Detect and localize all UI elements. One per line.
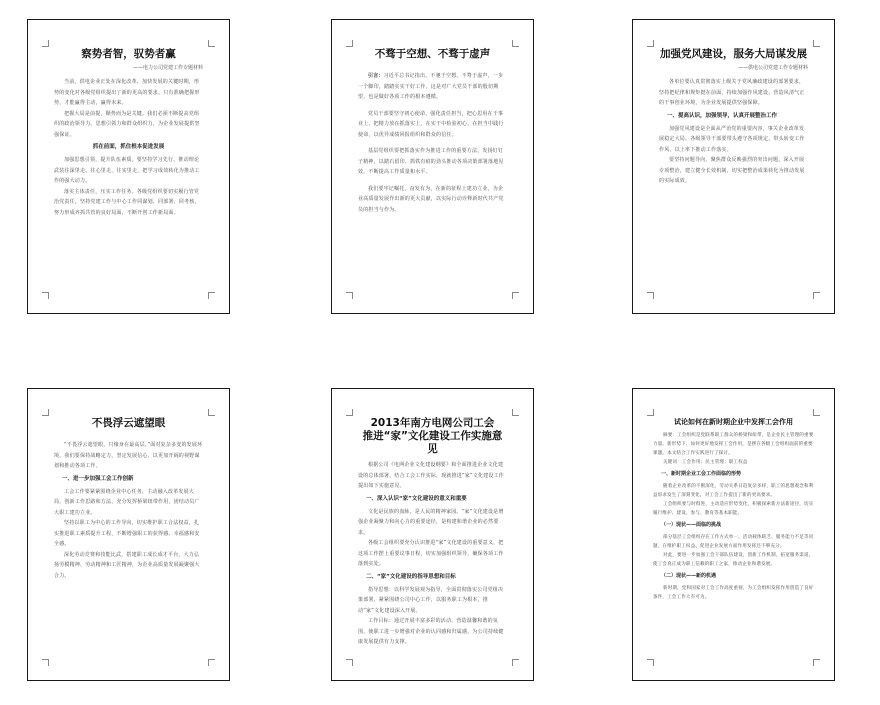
margin-mark [208, 40, 215, 47]
section-heading: 抓在前面，抓住根本促进发展 [92, 144, 165, 150]
margin-mark [42, 292, 49, 299]
paragraph: 党员干部要坚守初心使命，强化责任担当，把心思用在干事业上，把精力放在抓落实上，在实干中检验初心，在担当中践行使命，以优异成绩回报组织和群众的信任。 [358, 110, 504, 138]
paragraph: 各单位要认真贯彻落实上级关于党风廉政建设的部署要求，坚持把纪律和规矩挺在前面，持续加强作风建设，营造风清气正的干事创业环境，为企业发展提供坚强保障。 [659, 79, 805, 106]
margin-mark [647, 292, 654, 299]
paragraph: 工作目标：通过开展丰富多彩的活动，营造温馨和谐的氛围，使职工进一步增强对企业的认同感和归属感，为公司持续健康发展提供有力支撑。 [358, 618, 504, 645]
paragraph: 落实主体责任，压实工作任务。各级党组织要切实履行管党治党责任，坚持党建工作与中心工作同谋划、同部署、同考核，努力形成齐抓共管的良好局面，不断开创工作新局面。 [54, 188, 200, 216]
paragraph: 对此，要进一步加强工会干部队伍建设，创新工作机制，拓宽服务渠道，使工会真正成为职工信赖的职工之家，推动企业和谐发展。 [653, 553, 814, 567]
page-title: 不畏浮云遮望眼 [91, 417, 166, 429]
section-heading: 二、“家”文化建设的指导思想和目标 [366, 573, 456, 580]
paragraph: 把握大局是前提，顺势而为是关键。我们必须不断提高党组织的政治领导力、思想引领力和群众组织力，为企业发展提供坚强保证。 [54, 110, 200, 138]
paragraph: 当前，供电企业正处在深化改革、加快发展的关键时期，形势的变化对各级党组织提出了新的更高的要求。只有准确把握形势，才能赢得主动，赢得未来。 [54, 79, 200, 106]
margin-mark [512, 40, 519, 47]
page-content [358, 42, 507, 295]
margin-mark [208, 292, 215, 299]
page-thumbnail-1[interactable] [27, 19, 230, 314]
page-content [358, 411, 507, 662]
paragraph: 坚持以职工为中心的工作导向，切实维护职工合法权益，扎实推进职工素质提升工程，不断增强职工的获得感、幸福感和安全感。 [54, 520, 200, 547]
margin-mark [208, 659, 215, 666]
lead-text: 习近平总书记指出，不驰于空想、不骛于虚声，一步一个脚印，踏踏实实干好工作。这是对广大党员干部的殷切期望，也是做好各项工作的根本遵循。 [358, 73, 504, 100]
page-thumbnail-2[interactable] [331, 19, 534, 314]
section-heading: 一、新时期企业工会工作面临的形势 [661, 471, 742, 477]
paragraph: 基层党组织要把抓落实作为推进工作的重要方法，发扬钉钉子精神，以踏石留印、抓铁有痕的劲头推动各项决策部署落地见效，不断提高工作质量和水平。 [358, 148, 504, 175]
margin-mark [813, 292, 820, 299]
margin-mark [512, 292, 519, 299]
page-title: 加强党风建设，服务大局谋发展 [660, 48, 807, 60]
paragraph: 摘要：工会组织是党联系职工群众的桥梁和纽带，是企业民主管理的重要力量。新形势下，如何更好地发挥工会作用，是摆在各级工会组织面前的重要课题。本文结合工作实践进行了探讨。 [653, 433, 814, 456]
paragraph: 新时期，党和国家对工会工作高度重视，为工会组织发挥作用创造了良好条件，工会工作大有可为。 [653, 586, 814, 600]
margin-mark [647, 40, 654, 47]
page-subtitle: ——电力公司党建工作专题材料 [132, 65, 203, 71]
margin-mark [813, 409, 820, 416]
page-content [54, 411, 203, 662]
paragraph: 关键词：工会作用；民主管理；职工权益 [663, 460, 748, 465]
lead-label: 引言： [368, 73, 384, 79]
section-heading: 一、进一步加强工会工作创新 [62, 475, 134, 482]
margin-mark [346, 40, 353, 47]
page-title: 察势者智，驭势者赢 [81, 48, 176, 60]
section-heading: 一、提高认识，加强领导，认真开展整治工作 [667, 112, 778, 119]
margin-mark [208, 409, 215, 416]
page-title: 不骛于空想、不骛于虚声 [374, 48, 491, 60]
paragraph: 加强思想引领，提升队伍素质。要坚持学习先行，推动理论武装往深里走、往心里走、往实里走，把学习成效转化为推动工作的强大动力。 [54, 157, 200, 184]
page-thumbnail-5[interactable] [331, 388, 534, 681]
paragraph [358, 71, 507, 103]
paragraph: 我们要牢记嘱托，奋发有为，在新的征程上建功立业，为企业高质量发展作出新的更大贡献，以实际行动诠释新时代共产党员的担当与作为。 [358, 185, 504, 213]
page-subtitle: ——供电公司党建工作专题材料 [737, 65, 808, 71]
paragraph: 工会组织要与时俱进，主动适应形势变化，积极探索新方法新途径，切实履行维护、建设、参与、教育等基本职能。 [653, 502, 814, 516]
page-thumbnail-3[interactable] [632, 19, 835, 314]
margin-mark [346, 409, 353, 416]
margin-mark [813, 659, 820, 666]
section-heading: （二）现状——新的机遇 [661, 573, 717, 579]
page-thumbnail-4[interactable] [27, 388, 230, 681]
margin-mark [346, 659, 353, 666]
paragraph: 文化是民族的血脉，是人民的精神家园。“家”文化建设是增强企业凝聚力和向心力的重要途径，是构建和谐企业的必然要求。 [358, 508, 504, 536]
paragraph: 各级工会组织要充分认识推进“家”文化建设的重要意义，把这项工作摆上重要议事日程，切实加强组织领导，确保各项工作落到实处。 [358, 540, 504, 567]
margin-mark [42, 409, 49, 416]
paragraph: 要坚持问题导向，聚焦群众反映强烈的突出问题，深入开展专项整治，建立健全长效机制，切实把整治成果转化为推动发展的实际成效。 [659, 157, 805, 184]
section-heading: 一、深入认识“家”文化建设的意义和重要 [366, 495, 467, 502]
paragraph: 随着企业改革的不断深化，劳动关系日趋复杂多样，职工的思想观念和利益诉求发生了深刻变化，对工会工作提出了新的更高要求。 [653, 484, 814, 498]
page-title: 试论如何在新时期企业中发挥工会作用 [674, 418, 793, 426]
page-thumbnail-6[interactable] [632, 388, 835, 681]
paragraph: 根据公司《电网企业文化建设纲要》和全面推进企业文化建设的总体部署，结合工会工作实际，现就推进“家”文化建设工作提出如下实施意见。 [358, 462, 504, 489]
section-heading: （一）现状——面临的挑战 [661, 522, 722, 528]
margin-mark [346, 292, 353, 299]
margin-mark [813, 40, 820, 47]
page-content [54, 42, 203, 295]
paragraph: 指导思想：以科学发展观为指导，全面贯彻落实公司党组决策部署，紧紧围绕公司中心工作，以服务职工为根本，推动“家”文化建设深入开展。 [358, 586, 504, 614]
paragraph: “不畏浮云遮望眼，只缘身在最高层。”面对复杂多变的发展环境，我们要保持战略定力，坚定发展信心，以更加开阔的视野谋划和推动各项工作。 [54, 442, 203, 469]
margin-mark [42, 40, 49, 47]
margin-mark [512, 409, 519, 416]
paragraph: 部分基层工会组织存在工作方式单一、活动载体缺乏、服务能力不足等问题，在维护职工权益、促进企业发展方面作用发挥还不够充分。 [653, 535, 814, 549]
margin-mark [42, 659, 49, 666]
paragraph: 加强党风建设是全面从严治党的重要内容，事关企业改革发展稳定大局。各级领导干部要带头遵守各项规定，带头转变工作作风，以上率下推动工作落实。 [659, 125, 805, 153]
page-content [653, 411, 814, 662]
margin-mark [512, 659, 519, 666]
paragraph: 工会工作要紧紧围绕企业中心任务，主动融入改革发展大局，创新工作思路和方法，充分发挥桥梁纽带作用，团结动员广大职工建功立业。 [54, 488, 200, 516]
paragraph: 深化劳动竞赛和技能比武，搭建职工成长成才平台，大力弘扬劳模精神、劳动精神和工匠精神，为企业高质量发展凝聚强大合力。 [54, 551, 200, 579]
page-content [659, 42, 808, 295]
page-title: 2013年南方电网公司工会 推进“家”文化建设工作实施意见 [362, 417, 503, 455]
